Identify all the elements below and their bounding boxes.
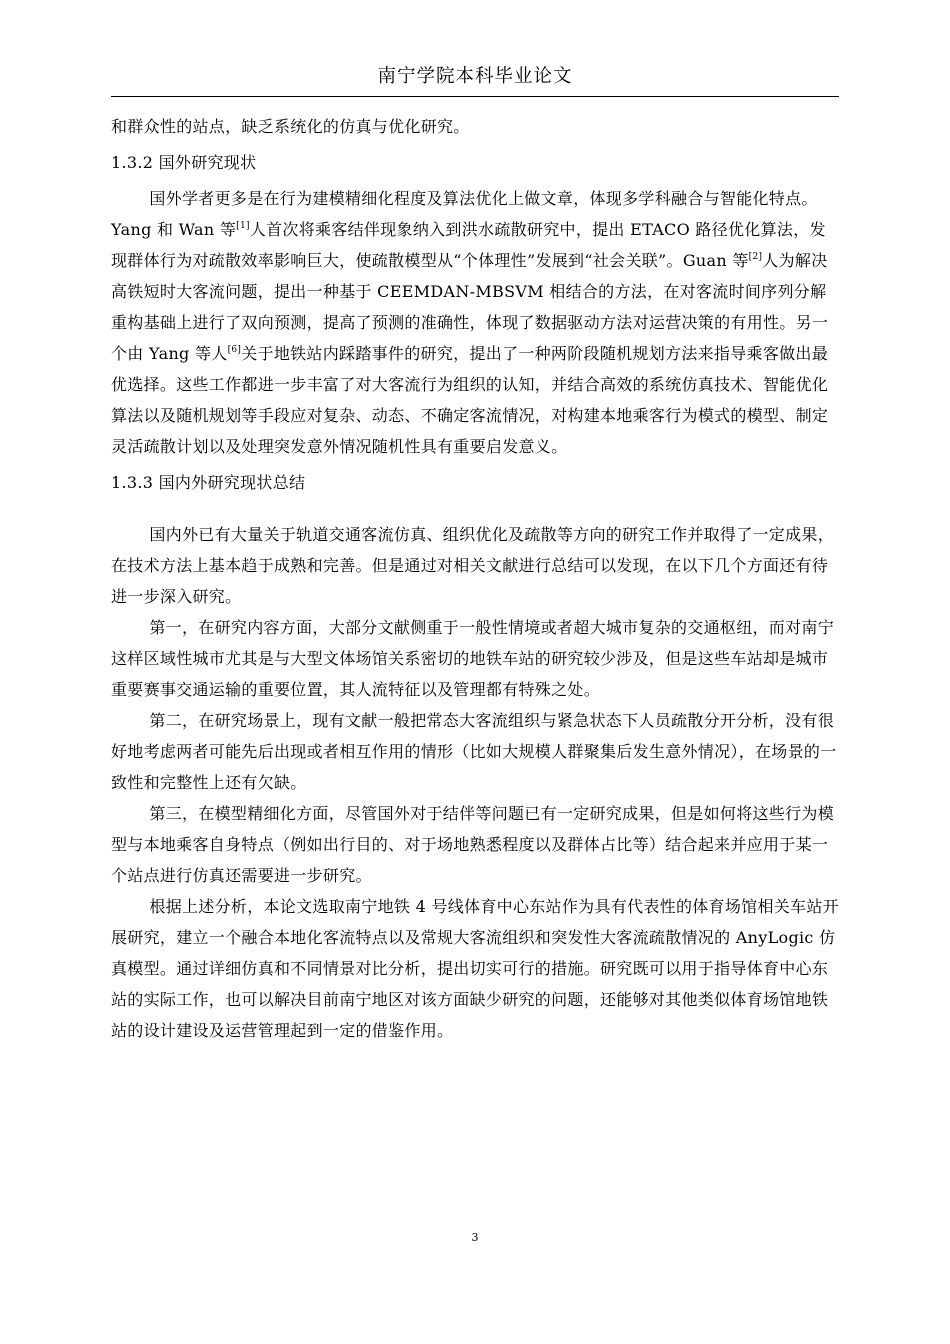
paragraph-conclusion: 根据上述分析，本论文选取南宁地铁 4 号线体育中心东站作为具有代表性的体育场馆相关车站开展研究，建立一个融合本地化客流特点以及常规大客流组织和突发性大客流疏散情况的 AnyLogic 仿真模型。通过详细仿真和不同情景对比分析，提出切实可行的措施。研究既可以用于指导体育中心东站的实际工作，也可以解决目前南宁地区对该方面缺少研究的问题，还能够对其他类似体育场馆地铁站的设计建设及运营管理起到一定的借鉴作用。 xyxy=(111,897,839,1040)
spacer xyxy=(111,503,839,519)
header-divider xyxy=(111,96,839,97)
paragraph-foreign-research xyxy=(111,183,839,462)
running-header: 南宁学院本科毕业论文 xyxy=(377,66,573,87)
paragraph-summary: 国内外已有大量关于轨道交通客流仿真、组织优化及疏散等方向的研究工作并取得了一定成果，在技术方法上基本趋于成熟和完善。但是通过对相关文献进行总结可以发现，在以下几个方面还有待进一步深入研究。 xyxy=(111,525,834,606)
paragraph-text: 关于地铁站内踩踏事件的研究，提出了一种两阶段随机规划方法来指导乘客做出最优选择。这些工作都进一步丰富了对大客流行为组织的认知，并结合高效的系统仿真技术、智能优化算法以及随机规划等手段应对复杂、动态、不确定客流情况，对构建本地乘客行为模式的模型、制定灵活疏散计划以及处理突发意外情况随机性具有重要启发意义。 xyxy=(111,344,829,456)
page-number: 3 xyxy=(471,1231,479,1244)
paragraph-second-point: 第二，在研究场景上，现有文献一般把常态大客流组织与紧急状态下人员疏散分开分析，没有很好地考虑两者可能先后出现或者相互作用的情形（比如大规模人群聚集后发生意外情况），在场景的一致性和完整性上还有欠缺。 xyxy=(111,711,837,792)
paragraph-continuation: 和群众性的站点，缺乏系统化的仿真与优化研究。 xyxy=(111,117,470,136)
paragraph-first-point: 第一，在研究内容方面，大部分文献侧重于一般性情境或者超大城市复杂的交通枢纽，而对南宁这样区域性城市尤其是与大型文体场馆关系密切的地铁车站的研究较少涉及，但是这些车站却是城市重要赛事交通运输的重要位置，其人流特征以及管理都有特殊之处。 xyxy=(111,618,834,699)
citation-ref[interactable]: [2] xyxy=(748,252,763,262)
paragraph-third-point: 第三，在模型精细化方面，尽管国外对于结伴等问题已有一定研究成果，但是如何将这些行为模型与本地乘客自身特点（例如出行目的、对于场地熟悉程度以及群体占比等）结合起来并应用于某一个站点进行仿真还需要进一步研究。 xyxy=(111,804,834,885)
body-text xyxy=(111,111,839,1046)
paragraph-text: 国外学者更多是在行为建模精细化程度及算法优化上做文章，体现多学科融合与智能化特点。Yang 和 Wan 等 xyxy=(111,189,818,239)
paragraph-text: 人为解决高铁短时大客流问题，提出一种基于 CEEMDAN-MBSVM 相结合的方法，在对客流时间序列分解重构基础上进行了双向预测，提高了预测的准确性，体现了数据驱动方法对运营决策的有用性。另一个由 Yang 等人 xyxy=(111,251,829,363)
citation-ref[interactable]: [6] xyxy=(227,345,242,355)
section-heading-1-3-3: 1.3.3 国内外研究现状总结 xyxy=(111,473,306,492)
citation-ref[interactable]: [1] xyxy=(236,221,250,231)
paragraph-text: 人首次将乘客结伴现象纳入到洪水疏散研究中，提出 ETACO 路径优化算法，发现群体行为对疏散效率影响巨大，使疏散模型从“个体理性”发展到“社会关联”。Guan 等 xyxy=(111,220,826,270)
section-heading-1-3-2: 1.3.2 国外研究现状 xyxy=(111,153,257,172)
